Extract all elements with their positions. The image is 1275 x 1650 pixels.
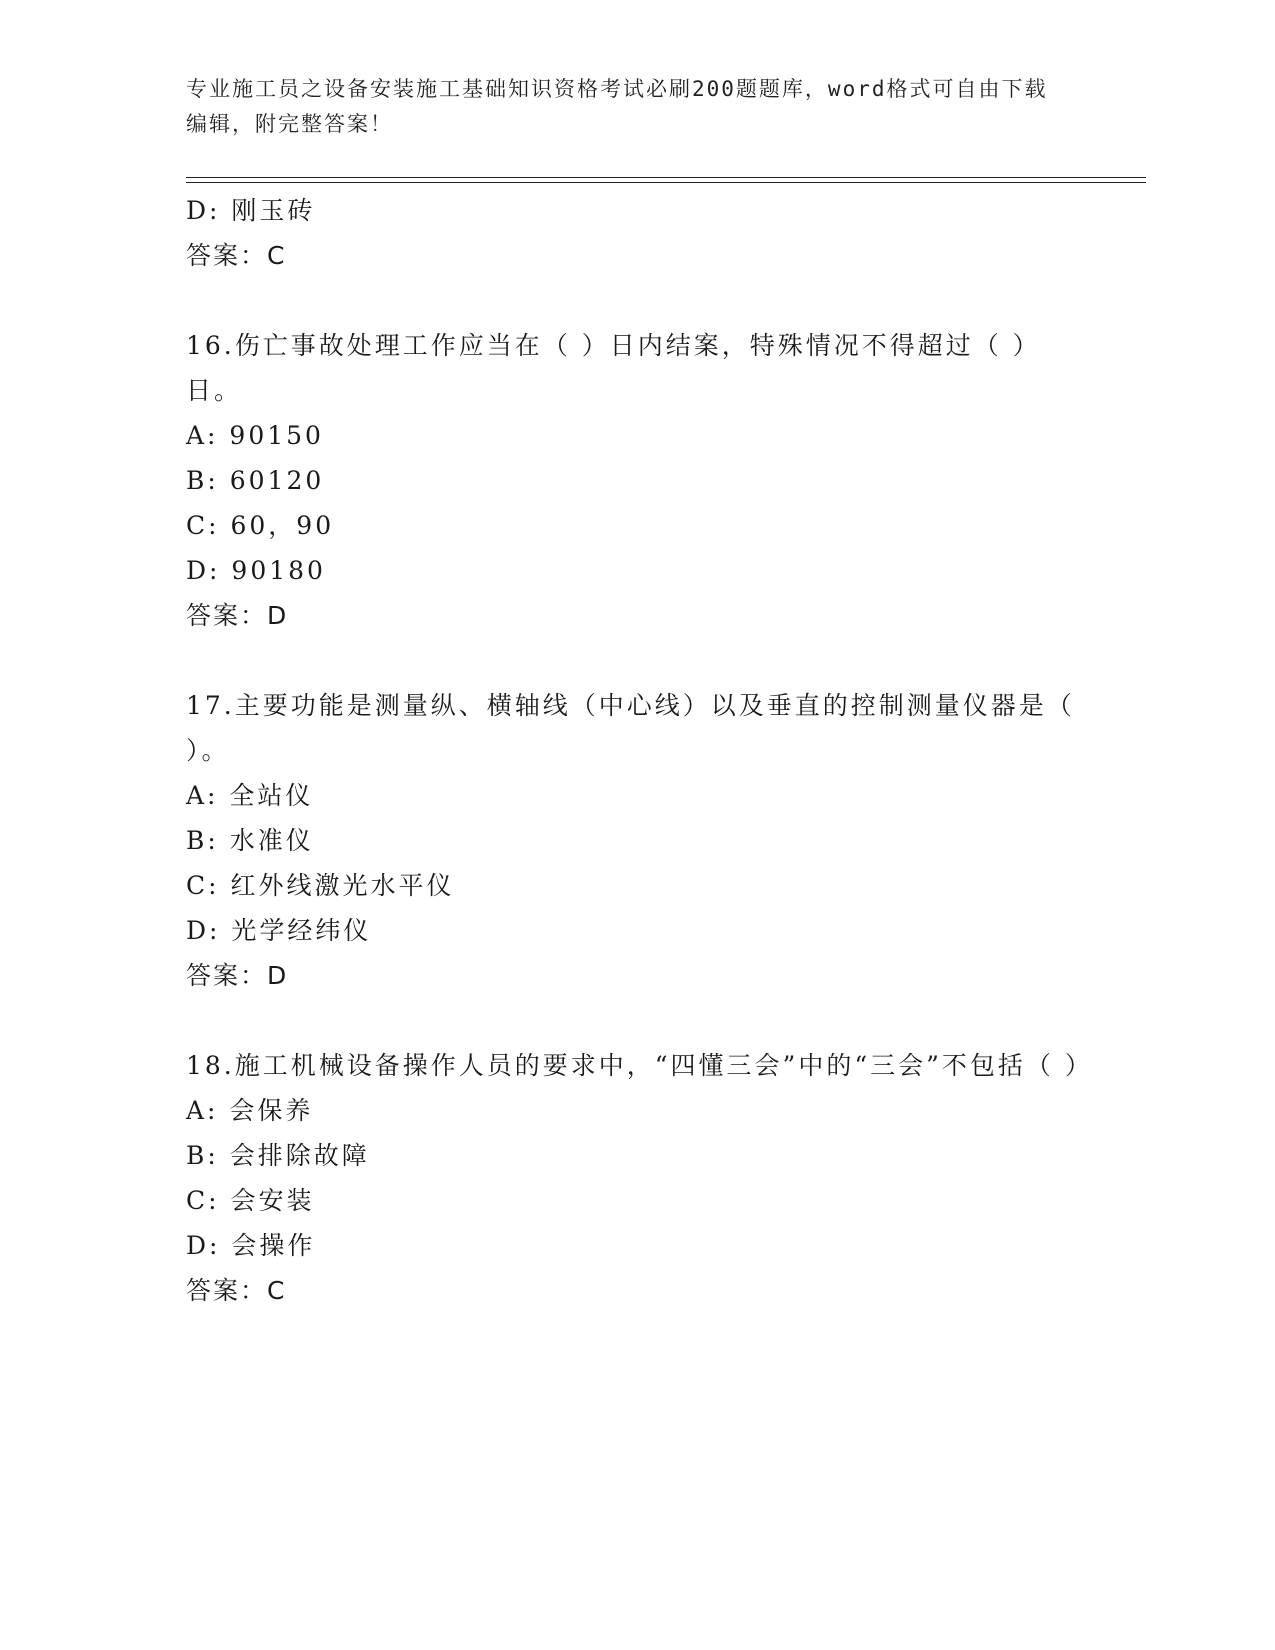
option-a: A: 90150 (186, 421, 324, 450)
answer: 答案：C (186, 1276, 287, 1305)
question-18 (186, 1043, 1093, 1313)
question-stem: 17.主要功能是测量纵、横轴线（中心线）以及垂直的控制测量仪器是（ ）。 (186, 691, 1075, 765)
content (186, 188, 1093, 1313)
option-d: D: 光学经纬仪 (186, 916, 372, 945)
answer: 答案：D (186, 961, 289, 990)
option-d: D: 会操作 (186, 1231, 316, 1260)
option-a: A: 会保养 (186, 1096, 314, 1125)
question-17 (186, 683, 1086, 998)
question-16 (186, 323, 1086, 638)
option-b: B: 水准仪 (186, 826, 314, 855)
header-rule-top (186, 177, 1146, 178)
option-a: A: 全站仪 (186, 781, 314, 810)
prev-answer: 答案：C (186, 241, 287, 270)
option-b: B: 会排除故障 (186, 1141, 370, 1170)
option-b: B: 60120 (186, 466, 325, 495)
option-d: D: 90180 (186, 556, 326, 585)
option-c: C: 60，90 (186, 511, 335, 540)
header-rule-bottom (186, 182, 1146, 183)
answer: 答案：D (186, 601, 289, 630)
page-header: 专业施工员之设备安装施工基础知识资格考试必刷200题题库，word格式可自由下载编辑，附完整答案！ (186, 77, 1048, 136)
option-c: C: 红外线激光水平仪 (186, 871, 455, 900)
option-c: C: 会安装 (186, 1186, 315, 1215)
question-stem: 18.施工机械设备操作人员的要求中，“四懂三会”中的“三会”不包括（ ） (186, 1051, 1093, 1080)
question-stem: 16.伤亡事故处理工作应当在（ ）日内结案，特殊情况不得超过（ ）日。 (186, 331, 1041, 405)
prev-option-d: D: 刚玉砖 (186, 196, 316, 225)
